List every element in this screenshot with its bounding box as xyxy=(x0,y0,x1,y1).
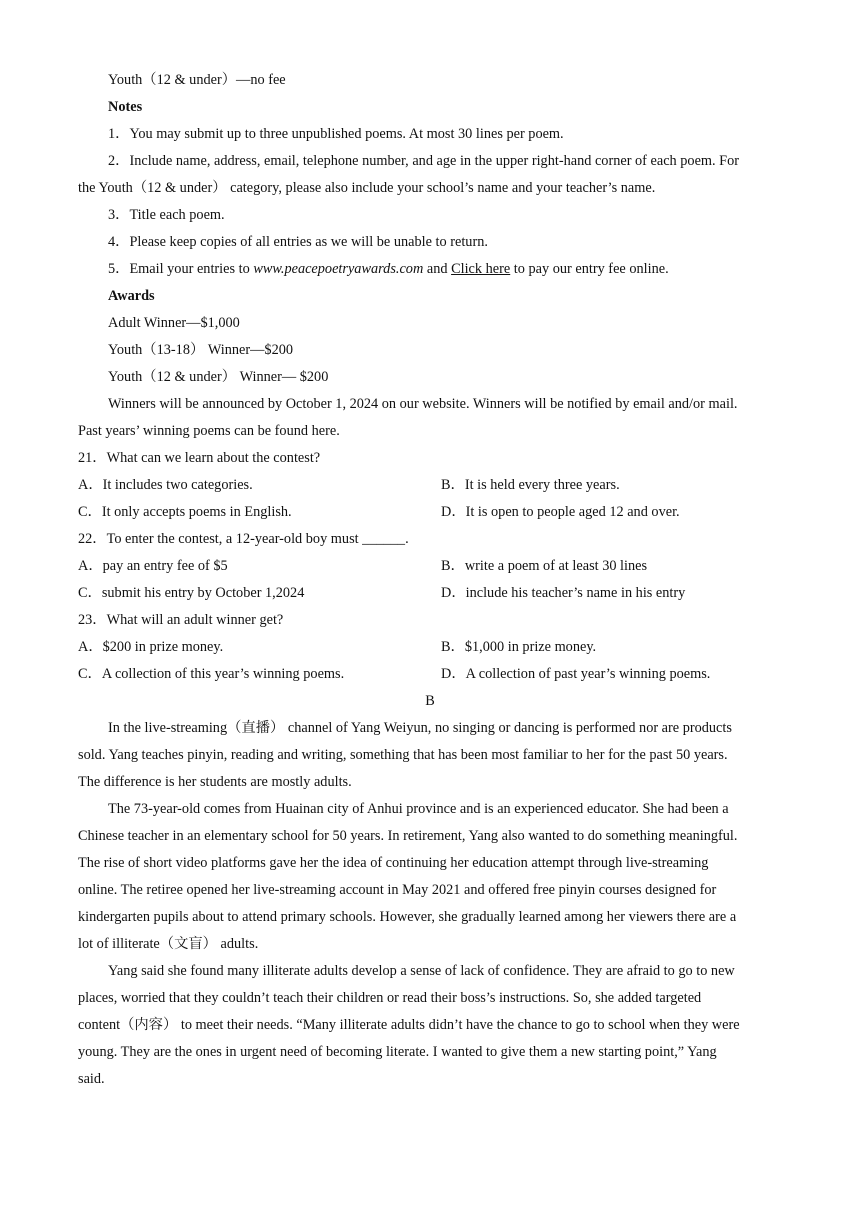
question-21-option-a: A．It includes two categories. xyxy=(78,477,253,493)
question-21-option-d: D．It is open to people aged 12 and over. xyxy=(441,504,680,520)
note-5-mid: and xyxy=(423,261,452,277)
passage-b-label: B xyxy=(425,693,435,709)
winners-line-2: Past years’ winning poems can be found here. xyxy=(78,423,340,439)
passage-b-p2-line: online. The retiree opened her live-streaming account in May 2021 and offered free pinyin courses designed for xyxy=(78,882,717,898)
question-22-option-a: A．pay an entry fee of $5 xyxy=(78,558,228,574)
note-2-line-1: 2．Include name, address, email, telephone number, and age in the upper right-hand corner of each poem. For xyxy=(108,153,740,169)
website-text: www.peacepoetryawards.com xyxy=(253,261,424,277)
question-22-option-d: D．include his teacher’s name in his entry xyxy=(441,585,686,601)
note-1: 1．You may submit up to three unpublished poems. At most 30 lines per poem. xyxy=(108,126,564,142)
question-21-option-c: C．It only accepts poems in English. xyxy=(78,504,292,520)
award-youth-12: Youth（12 & under） Winner— $200 xyxy=(108,369,329,385)
note-5 xyxy=(108,259,669,279)
question-23-option-c: C．A collection of this year’s winning poems. xyxy=(78,666,345,682)
question-21-option-b: B．It is held every three years. xyxy=(441,477,620,493)
question-23-option-a: A．$200 in prize money. xyxy=(78,639,224,655)
note-3: 3．Title each poem. xyxy=(108,207,225,223)
award-adult: Adult Winner—$1,000 xyxy=(108,315,240,331)
question-22-option-b: B．write a poem of at least 30 lines xyxy=(441,558,648,574)
question-22-option-c: C．submit his entry by October 1,2024 xyxy=(78,585,305,601)
question-21-stem: 21．What can we learn about the contest? xyxy=(78,450,321,466)
question-22-stem: 22．To enter the contest, a 12-year-old boy must ______. xyxy=(78,531,409,547)
passage-b-p2-line: kindergarten pupils about to attend primary schools. However, she gradually learned among her viewers there are a xyxy=(78,909,737,925)
note-4: 4．Please keep copies of all entries as we will be unable to return. xyxy=(108,234,488,250)
passage-b-p2-line: lot of illiterate（文盲） adults. xyxy=(78,936,259,952)
question-23-stem: 23．What will an adult winner get? xyxy=(78,612,284,628)
passage-b-p3-line: content（内容） to meet their needs. “Many illiterate adults didn’t have the chance to go to school when they were xyxy=(78,1017,740,1033)
awards-heading: Awards xyxy=(108,288,155,304)
passage-b-p3-line: young. They are the ones in urgent need of becoming literate. I wanted to give them a new starting point,” Yang xyxy=(78,1044,717,1060)
note-2-line-2: the Youth（12 & under） category, please also include your school’s name and your teacher’s name. xyxy=(78,180,656,196)
question-23-option-b: B．$1,000 in prize money. xyxy=(441,639,597,655)
passage-b-p3-line: said. xyxy=(78,1071,105,1087)
passage-b-p3-line: Yang said she found many illiterate adults develop a sense of lack of confidence. They are afraid to go to new xyxy=(108,963,735,979)
winners-line-1: Winners will be announced by October 1, 2024 on our website. Winners will be notified by email and/or mail. xyxy=(108,396,738,412)
award-youth-13-18: Youth（13-18） Winner—$200 xyxy=(108,342,294,358)
click-here-link[interactable]: Click here xyxy=(451,261,511,277)
passage-b-p2-line: Chinese teacher in an elementary school for 50 years. In retirement, Yang also wanted to do something meaningful. xyxy=(78,828,738,844)
note-5-suffix: to pay our entry fee online. xyxy=(510,261,669,277)
note-5-prefix: 5．Email your entries to xyxy=(108,261,254,277)
question-23-option-d: D．A collection of past year’s winning poems. xyxy=(441,666,711,682)
passage-b-p1-line: The difference is her students are mostly adults. xyxy=(78,774,352,790)
youth-12-fee-line: Youth（12 & under）—no fee xyxy=(108,72,286,88)
passage-b-p2-line: The 73-year-old comes from Huainan city of Anhui province and is an experienced educator. She had been a xyxy=(108,801,729,817)
passage-b-p3-line: places, worried that they couldn’t teach their children or read their boss’s instructions. So, she added targeted xyxy=(78,990,702,1006)
passage-b-p1-line: In the live-streaming（直播） channel of Yang Weiyun, no singing or dancing is performed nor are products xyxy=(108,720,732,736)
passage-b-p1-line: sold. Yang teaches pinyin, reading and writing, something that has been most familiar to her for the past 50 years. xyxy=(78,747,728,763)
notes-heading: Notes xyxy=(108,99,143,115)
passage-b-p2-line: The rise of short video platforms gave her the idea of continuing her education attempt through live-streaming xyxy=(78,855,709,871)
